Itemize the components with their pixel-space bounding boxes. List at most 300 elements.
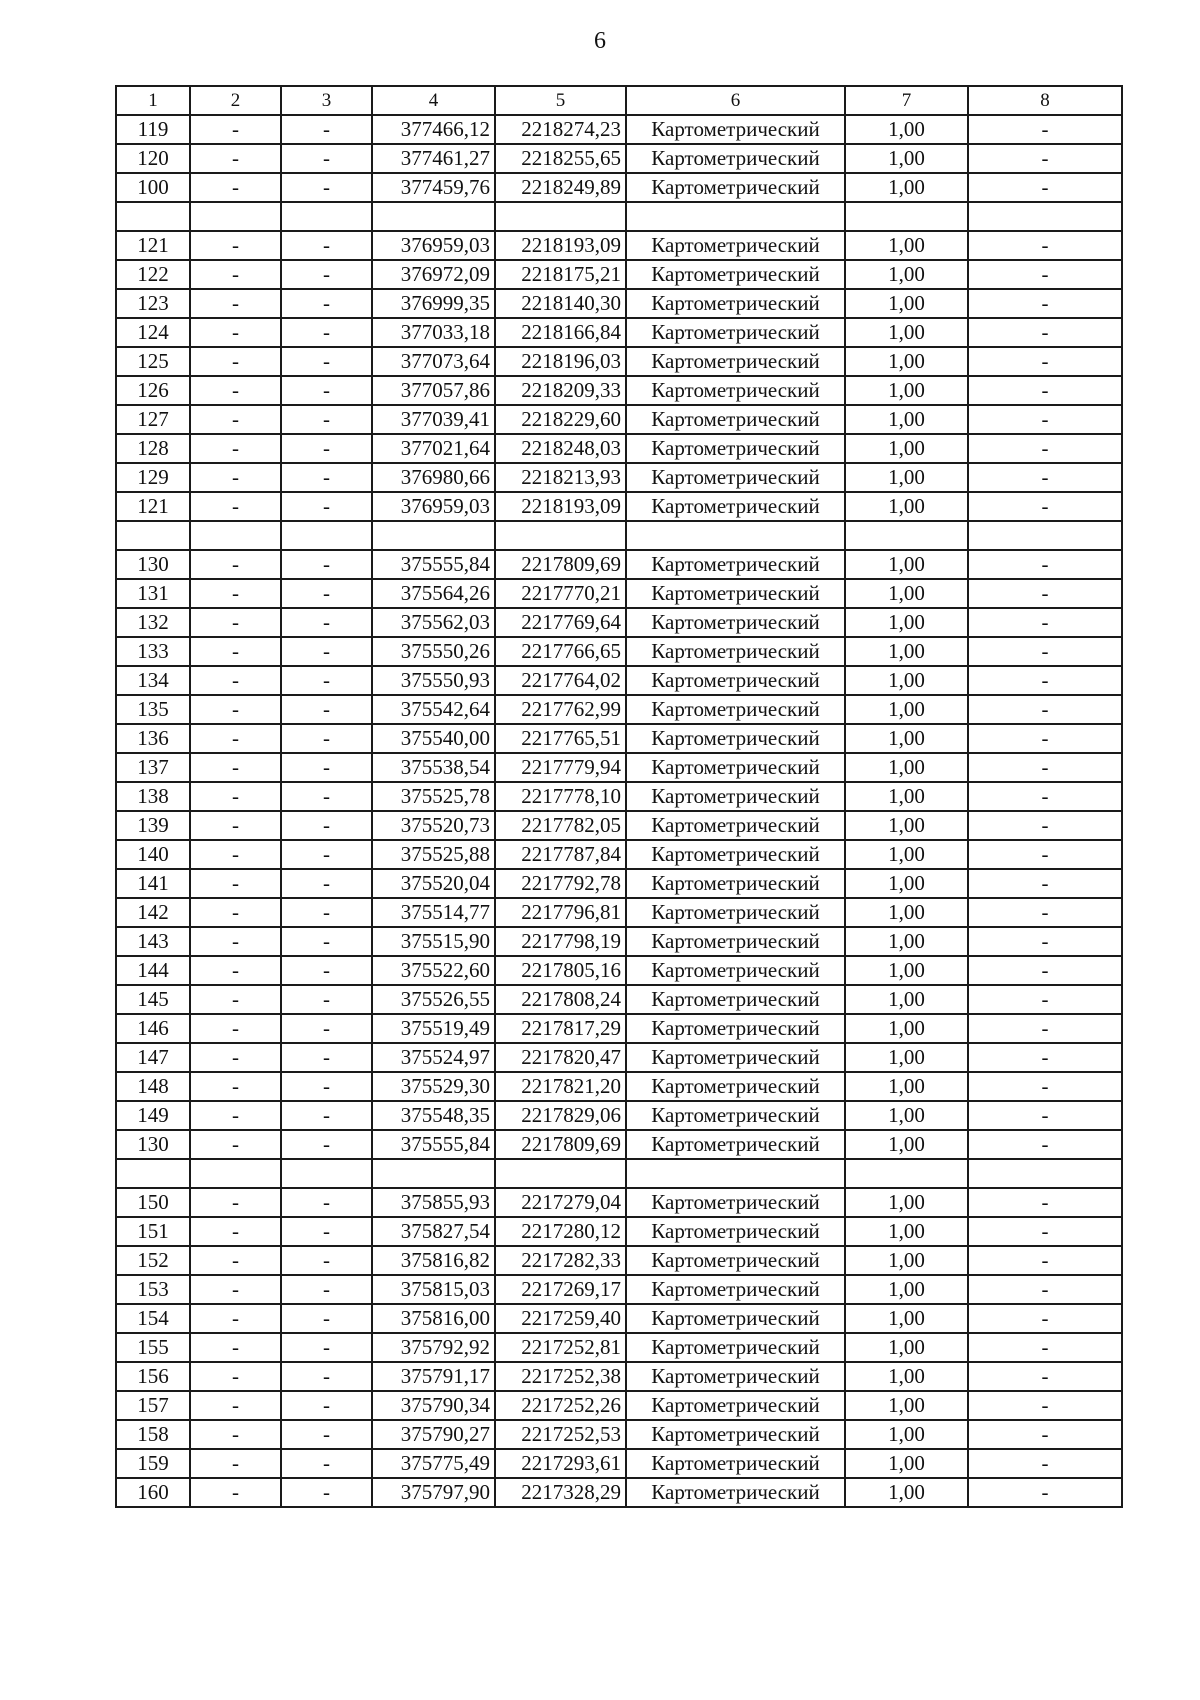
table-cell: 375815,03 [372, 1275, 495, 1304]
table-cell [116, 521, 190, 550]
column-header: 2 [190, 86, 281, 115]
table-cell: 1,00 [845, 840, 968, 869]
table-cell [190, 202, 281, 231]
table-cell: - [281, 1275, 372, 1304]
table-cell: 142 [116, 898, 190, 927]
page-number: 6 [594, 28, 606, 54]
table-cell: Картометрический [626, 1478, 845, 1507]
table-cell: - [281, 1246, 372, 1275]
table-cell: Картометрический [626, 492, 845, 521]
table-cell: 1,00 [845, 1043, 968, 1072]
table-cell: 121 [116, 231, 190, 260]
table-cell: Картометрический [626, 579, 845, 608]
table-cell: Картометрический [626, 1362, 845, 1391]
table-cell: - [968, 753, 1122, 782]
table-cell: 2217820,47 [495, 1043, 626, 1072]
table-cell: 1,00 [845, 492, 968, 521]
table-cell: 150 [116, 1188, 190, 1217]
table-cell: - [968, 376, 1122, 405]
table-cell: 375855,93 [372, 1188, 495, 1217]
table-cell: - [281, 1043, 372, 1072]
table-cell: - [968, 1101, 1122, 1130]
table-cell: 1,00 [845, 260, 968, 289]
table-cell: - [281, 1072, 372, 1101]
table-row [116, 1478, 1122, 1507]
table-cell: 375790,34 [372, 1391, 495, 1420]
table-cell: - [968, 1072, 1122, 1101]
table-cell: - [281, 289, 372, 318]
table-cell: 145 [116, 985, 190, 1014]
table-cell: 1,00 [845, 608, 968, 637]
table-row [116, 173, 1122, 202]
table-cell: - [190, 1130, 281, 1159]
table-cell: 1,00 [845, 1217, 968, 1246]
table-cell: - [281, 869, 372, 898]
table-cell: - [190, 898, 281, 927]
table-cell [845, 1159, 968, 1188]
table-cell: 376972,09 [372, 260, 495, 289]
table-cell: 2217769,64 [495, 608, 626, 637]
table-cell [626, 1159, 845, 1188]
table-cell: 2218274,23 [495, 115, 626, 144]
table-cell: 1,00 [845, 666, 968, 695]
table-cell: 375524,97 [372, 1043, 495, 1072]
table-cell: 2218196,03 [495, 347, 626, 376]
table-cell: 128 [116, 434, 190, 463]
table-cell: - [281, 724, 372, 753]
table-cell [190, 521, 281, 550]
table-cell [626, 521, 845, 550]
table-separator-row [116, 1159, 1122, 1188]
table-cell: 375514,77 [372, 898, 495, 927]
table-row [116, 1101, 1122, 1130]
table-cell: Картометрический [626, 115, 845, 144]
table-cell: - [190, 782, 281, 811]
table-row [116, 869, 1122, 898]
table-cell: 377033,18 [372, 318, 495, 347]
table-cell: 2218213,93 [495, 463, 626, 492]
table-cell: Картометрический [626, 550, 845, 579]
table-cell: - [281, 1333, 372, 1362]
table-cell: - [281, 956, 372, 985]
table-cell: 129 [116, 463, 190, 492]
table-cell: Картометрический [626, 289, 845, 318]
table-row [116, 1420, 1122, 1449]
table-cell: 2217259,40 [495, 1304, 626, 1333]
table-cell: 152 [116, 1246, 190, 1275]
table-cell: - [281, 985, 372, 1014]
table-cell: 1,00 [845, 434, 968, 463]
table-cell: - [190, 956, 281, 985]
table-cell: 157 [116, 1391, 190, 1420]
table-cell: - [281, 579, 372, 608]
table-row [116, 115, 1122, 144]
table-cell: Картометрический [626, 695, 845, 724]
table-cell: - [281, 608, 372, 637]
table-cell: 158 [116, 1420, 190, 1449]
table-cell: 160 [116, 1478, 190, 1507]
table-cell: Картометрический [626, 927, 845, 956]
column-header: 3 [281, 86, 372, 115]
table-cell: - [968, 1217, 1122, 1246]
table-cell: - [968, 840, 1122, 869]
table-cell: 2218249,89 [495, 173, 626, 202]
table-cell: - [281, 695, 372, 724]
table-row [116, 927, 1122, 956]
table-cell: - [190, 1275, 281, 1304]
table-cell: 375522,60 [372, 956, 495, 985]
table-cell: 1,00 [845, 811, 968, 840]
table-cell: Картометрический [626, 1101, 845, 1130]
table-cell [281, 202, 372, 231]
table-cell: Картометрический [626, 260, 845, 289]
table-cell: 137 [116, 753, 190, 782]
table-row [116, 144, 1122, 173]
table-cell: 122 [116, 260, 190, 289]
table-cell: 2218193,09 [495, 231, 626, 260]
table-cell: 376999,35 [372, 289, 495, 318]
table-cell [626, 202, 845, 231]
table-cell: 119 [116, 115, 190, 144]
table-row [116, 1130, 1122, 1159]
table-cell: 375816,82 [372, 1246, 495, 1275]
table-cell: 1,00 [845, 347, 968, 376]
table-cell: 375520,73 [372, 811, 495, 840]
table-cell: - [281, 173, 372, 202]
table-cell: - [190, 666, 281, 695]
table-cell: 375519,49 [372, 1014, 495, 1043]
table-cell: 153 [116, 1275, 190, 1304]
table-cell: - [190, 1362, 281, 1391]
table-cell [372, 202, 495, 231]
table-cell: 375550,93 [372, 666, 495, 695]
table-cell: Картометрический [626, 1333, 845, 1362]
table-cell: 377039,41 [372, 405, 495, 434]
table-row [116, 1275, 1122, 1304]
table-cell: - [968, 579, 1122, 608]
table-cell: - [968, 318, 1122, 347]
table-cell: - [281, 840, 372, 869]
table-cell: 1,00 [845, 1304, 968, 1333]
table-cell: 2217787,84 [495, 840, 626, 869]
table-cell: 1,00 [845, 579, 968, 608]
table-cell: 146 [116, 1014, 190, 1043]
table-cell: 159 [116, 1449, 190, 1478]
table-row [116, 753, 1122, 782]
table-cell: 1,00 [845, 782, 968, 811]
table-cell: 1,00 [845, 927, 968, 956]
table-cell: 1,00 [845, 1333, 968, 1362]
table-cell: 147 [116, 1043, 190, 1072]
table-cell: Картометрический [626, 724, 845, 753]
table-cell: Картометрический [626, 1275, 845, 1304]
table-cell: - [190, 231, 281, 260]
table-cell: - [190, 985, 281, 1014]
table-cell: 375550,26 [372, 637, 495, 666]
table-cell: 375797,90 [372, 1478, 495, 1507]
table-cell: - [968, 434, 1122, 463]
table-cell: Картометрический [626, 898, 845, 927]
table-cell: - [281, 1362, 372, 1391]
table-cell: - [968, 1391, 1122, 1420]
table-cell: - [190, 753, 281, 782]
table-cell: - [968, 1043, 1122, 1072]
table-cell: Картометрический [626, 1420, 845, 1449]
table-cell: - [968, 260, 1122, 289]
table-cell: 134 [116, 666, 190, 695]
table-cell: - [281, 811, 372, 840]
table-cell: 2217765,51 [495, 724, 626, 753]
table-cell: 1,00 [845, 1101, 968, 1130]
table-cell: Картометрический [626, 811, 845, 840]
table-cell: 2217770,21 [495, 579, 626, 608]
table-cell: - [968, 144, 1122, 173]
table-cell: - [190, 260, 281, 289]
table-cell: - [190, 144, 281, 173]
table-cell: - [190, 492, 281, 521]
table-cell: 375525,78 [372, 782, 495, 811]
table-cell: - [968, 956, 1122, 985]
table-row [116, 1246, 1122, 1275]
table-cell: - [281, 550, 372, 579]
table-row [116, 840, 1122, 869]
table-cell: 2217809,69 [495, 1130, 626, 1159]
table-cell: - [281, 1304, 372, 1333]
table-cell: Картометрический [626, 1304, 845, 1333]
table-cell: 2217808,24 [495, 985, 626, 1014]
table-row [116, 1333, 1122, 1362]
table-cell: 132 [116, 608, 190, 637]
table-cell: 151 [116, 1217, 190, 1246]
table-row [116, 1043, 1122, 1072]
table-header-row [116, 86, 1122, 115]
table-row [116, 724, 1122, 753]
table-cell: - [968, 695, 1122, 724]
table-row [116, 231, 1122, 260]
table-cell: - [968, 1275, 1122, 1304]
table-cell: 2217829,06 [495, 1101, 626, 1130]
table-row [116, 260, 1122, 289]
table-row [116, 985, 1122, 1014]
column-header: 8 [968, 86, 1122, 115]
table-cell: 135 [116, 695, 190, 724]
table-cell: 2217821,20 [495, 1072, 626, 1101]
table-cell: 1,00 [845, 289, 968, 318]
table-cell: 131 [116, 579, 190, 608]
table-cell: 120 [116, 144, 190, 173]
table-cell: 2217792,78 [495, 869, 626, 898]
table-cell: - [281, 492, 372, 521]
table-cell: - [281, 782, 372, 811]
table-cell: 133 [116, 637, 190, 666]
table-cell: Картометрический [626, 173, 845, 202]
table-cell: 2217293,61 [495, 1449, 626, 1478]
table-cell: - [281, 144, 372, 173]
table-cell: 2217282,33 [495, 1246, 626, 1275]
table-cell: 375525,88 [372, 840, 495, 869]
table-cell: - [190, 1304, 281, 1333]
table-cell: 1,00 [845, 753, 968, 782]
coordinates-table [115, 85, 1123, 1508]
table-cell: 1,00 [845, 1478, 968, 1507]
table-cell: 1,00 [845, 173, 968, 202]
table-cell: - [281, 1188, 372, 1217]
table-cell: 1,00 [845, 985, 968, 1014]
table-cell: - [281, 753, 372, 782]
table-cell: - [190, 1333, 281, 1362]
table-cell: 375564,26 [372, 579, 495, 608]
table-cell: - [190, 318, 281, 347]
table-cell: Картометрический [626, 1043, 845, 1072]
table-cell: 1,00 [845, 1246, 968, 1275]
table-cell: 2217252,53 [495, 1420, 626, 1449]
table-cell: Картометрический [626, 1246, 845, 1275]
table-cell: - [968, 637, 1122, 666]
table-cell: - [968, 405, 1122, 434]
table-cell: 375827,54 [372, 1217, 495, 1246]
table-cell: 2217252,26 [495, 1391, 626, 1420]
table-cell: - [281, 927, 372, 956]
table-cell: 154 [116, 1304, 190, 1333]
table-row [116, 695, 1122, 724]
table-cell: 1,00 [845, 1449, 968, 1478]
table-cell: - [968, 985, 1122, 1014]
table-cell: - [968, 869, 1122, 898]
table-cell: 375548,35 [372, 1101, 495, 1130]
table-cell: 376959,03 [372, 492, 495, 521]
table-row [116, 782, 1122, 811]
table-cell: - [190, 840, 281, 869]
table-cell: - [190, 376, 281, 405]
table-row [116, 956, 1122, 985]
table-cell: - [968, 1449, 1122, 1478]
table-cell [968, 521, 1122, 550]
table-cell: - [281, 1130, 372, 1159]
table-cell: - [281, 1478, 372, 1507]
table-row [116, 637, 1122, 666]
table-cell: - [190, 289, 281, 318]
table-cell: - [281, 1420, 372, 1449]
table-cell: 1,00 [845, 405, 968, 434]
table-cell: 130 [116, 1130, 190, 1159]
table-cell: 149 [116, 1101, 190, 1130]
table-cell: 1,00 [845, 1420, 968, 1449]
table-cell: 126 [116, 376, 190, 405]
table-cell [495, 202, 626, 231]
table-cell: 377057,86 [372, 376, 495, 405]
table-cell: 2217809,69 [495, 550, 626, 579]
table-cell: - [190, 405, 281, 434]
table-cell: - [190, 1246, 281, 1275]
table-cell [845, 521, 968, 550]
table-cell: - [190, 1478, 281, 1507]
table-cell: - [968, 811, 1122, 840]
table-cell: 1,00 [845, 695, 968, 724]
table-cell: 2217766,65 [495, 637, 626, 666]
table-row [116, 376, 1122, 405]
table-cell: 121 [116, 492, 190, 521]
table-cell: - [190, 1217, 281, 1246]
table-cell: 1,00 [845, 956, 968, 985]
table-cell: - [281, 898, 372, 927]
table-cell: - [190, 463, 281, 492]
table-cell: - [968, 1188, 1122, 1217]
table-cell: 1,00 [845, 637, 968, 666]
table-cell: - [190, 1188, 281, 1217]
table-cell: 375555,84 [372, 550, 495, 579]
table-cell: - [190, 1391, 281, 1420]
table-cell: - [190, 608, 281, 637]
table-cell: 155 [116, 1333, 190, 1362]
table-cell: - [190, 1449, 281, 1478]
table-cell: 138 [116, 782, 190, 811]
column-header: 5 [495, 86, 626, 115]
table-row [116, 579, 1122, 608]
table-cell: 130 [116, 550, 190, 579]
table-cell: - [968, 115, 1122, 144]
table-cell: - [190, 811, 281, 840]
table-cell: Картометрический [626, 463, 845, 492]
table-cell: - [968, 1478, 1122, 1507]
table-cell [190, 1159, 281, 1188]
table-cell: - [281, 231, 372, 260]
table-row [116, 289, 1122, 318]
table-cell: 1,00 [845, 463, 968, 492]
table-cell: 2217269,17 [495, 1275, 626, 1304]
table-cell: 2217782,05 [495, 811, 626, 840]
table-cell: Картометрический [626, 376, 845, 405]
table-cell: - [968, 289, 1122, 318]
table-cell: - [968, 666, 1122, 695]
table-cell: 1,00 [845, 318, 968, 347]
table-cell: - [281, 463, 372, 492]
table-cell: Картометрический [626, 1188, 845, 1217]
table-cell: 1,00 [845, 1014, 968, 1043]
table-cell: 375538,54 [372, 753, 495, 782]
table-cell: 139 [116, 811, 190, 840]
table-cell: 1,00 [845, 1072, 968, 1101]
table-cell: 375790,27 [372, 1420, 495, 1449]
table-cell: 156 [116, 1362, 190, 1391]
table-cell: - [968, 724, 1122, 753]
table-cell: - [190, 579, 281, 608]
table-cell: 375529,30 [372, 1072, 495, 1101]
table-cell: - [281, 1391, 372, 1420]
table-cell: - [190, 434, 281, 463]
table-cell: - [190, 347, 281, 376]
table-cell: 2217280,12 [495, 1217, 626, 1246]
table-cell: - [281, 376, 372, 405]
table-cell: - [968, 173, 1122, 202]
table-cell: - [968, 492, 1122, 521]
table-cell: 1,00 [845, 115, 968, 144]
table-cell: - [190, 550, 281, 579]
table-row [116, 550, 1122, 579]
table-cell: 2217779,94 [495, 753, 626, 782]
table-row [116, 1304, 1122, 1333]
table-cell: 376959,03 [372, 231, 495, 260]
table-cell: 125 [116, 347, 190, 376]
table-cell: Картометрический [626, 434, 845, 463]
table-cell: - [281, 666, 372, 695]
table-cell: - [190, 1072, 281, 1101]
table-cell: 1,00 [845, 1275, 968, 1304]
table-cell: Картометрический [626, 318, 845, 347]
table-cell: - [281, 1101, 372, 1130]
table-cell: - [190, 637, 281, 666]
table-cell: 1,00 [845, 898, 968, 927]
table-cell [372, 1159, 495, 1188]
